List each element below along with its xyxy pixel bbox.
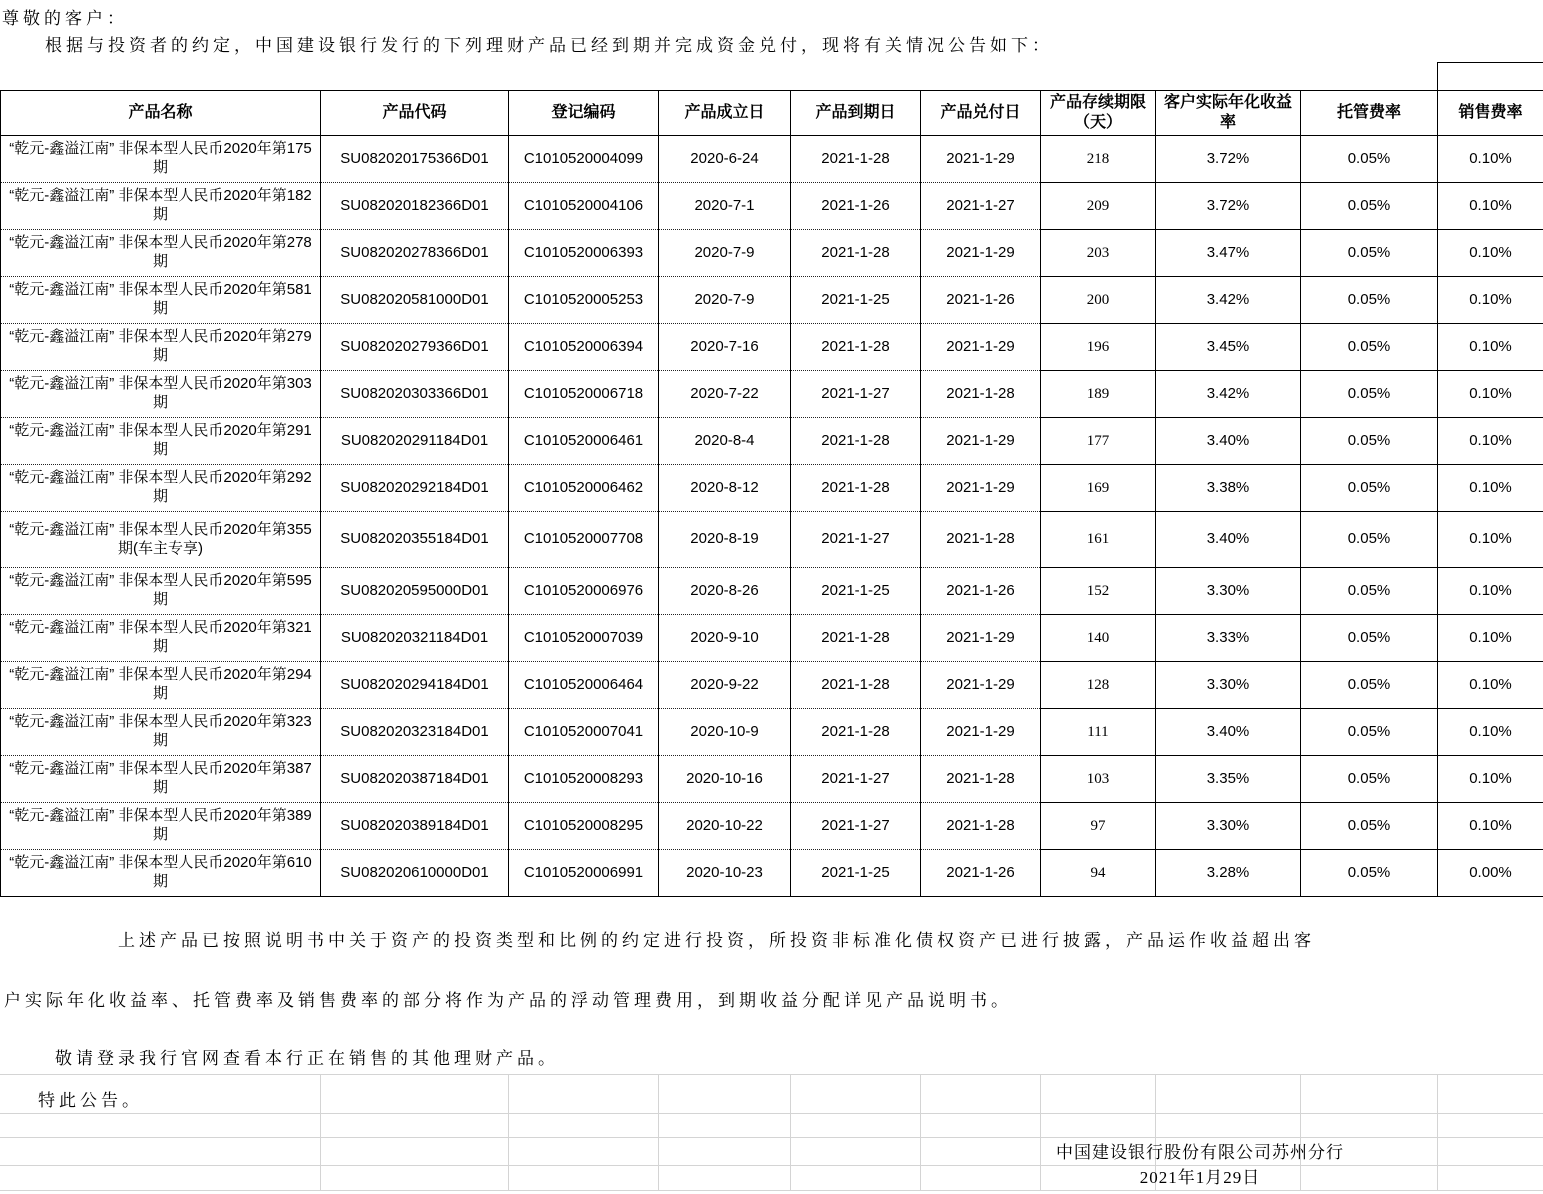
cell-establish-date: 2020-7-22 <box>659 371 791 418</box>
cell-border-artifact-top <box>1437 62 1543 63</box>
cell-maturity-date: 2021-1-28 <box>791 324 921 371</box>
cell-product-code: SU082020387184D01 <box>321 756 509 803</box>
footer-closing: 特此公告。 <box>38 1091 143 1110</box>
products-table <box>0 90 1543 897</box>
cell-custody-fee: 0.05% <box>1301 324 1438 371</box>
table-row <box>1 371 1543 418</box>
cell-registration-code: C1010520006718 <box>509 371 659 418</box>
cell-registration-code: C1010520004106 <box>509 183 659 230</box>
cell-product-name: “乾元-鑫溢江南” 非保本型人民币2020年第581期 <box>1 277 321 324</box>
cell-payment-date: 2021-1-26 <box>921 277 1041 324</box>
cell-establish-date: 2020-10-23 <box>659 850 791 897</box>
signature-date: 2021年1月29日 <box>1139 1168 1261 1187</box>
cell-establish-date: 2020-8-4 <box>659 418 791 465</box>
cell-establish-date: 2020-8-26 <box>659 568 791 615</box>
cell-duration-days: 94 <box>1041 850 1156 897</box>
cell-sales-fee: 0.10% <box>1438 418 1543 465</box>
cell-duration-days: 196 <box>1041 324 1156 371</box>
footer-note: 敬请登录我行官网查看本行正在销售的其他理财产品。 <box>55 1049 559 1068</box>
cell-annualized-return: 3.40% <box>1156 512 1301 568</box>
cell-custody-fee: 0.05% <box>1301 230 1438 277</box>
cell-maturity-date: 2021-1-25 <box>791 850 921 897</box>
cell-establish-date: 2020-10-22 <box>659 803 791 850</box>
cell-duration-days: 111 <box>1041 709 1156 756</box>
col-header-sales-fee: 销售费率 <box>1438 91 1543 136</box>
table-row <box>1 662 1543 709</box>
cell-product-code: SU082020595000D01 <box>321 568 509 615</box>
cell-annualized-return: 3.47% <box>1156 230 1301 277</box>
salutation: 尊敬的客户： <box>2 9 128 28</box>
cell-annualized-return: 3.40% <box>1156 709 1301 756</box>
cell-duration-days: 177 <box>1041 418 1156 465</box>
cell-establish-date: 2020-7-16 <box>659 324 791 371</box>
cell-maturity-date: 2021-1-27 <box>791 803 921 850</box>
cell-product-name: “乾元-鑫溢江南” 非保本型人民币2020年第389期 <box>1 803 321 850</box>
cell-establish-date: 2020-7-9 <box>659 277 791 324</box>
sheet-gridline <box>658 1074 659 1190</box>
cell-annualized-return: 3.42% <box>1156 277 1301 324</box>
cell-sales-fee: 0.10% <box>1438 230 1543 277</box>
cell-payment-date: 2021-1-28 <box>921 803 1041 850</box>
cell-establish-date: 2020-9-22 <box>659 662 791 709</box>
cell-product-name: “乾元-鑫溢江南” 非保本型人民币2020年第175期 <box>1 136 321 183</box>
cell-custody-fee: 0.05% <box>1301 136 1438 183</box>
signature-company: 中国建设银行股份有限公司苏州分行 <box>1056 1143 1344 1162</box>
cell-border-artifact-side <box>1437 62 1438 90</box>
cell-duration-days: 128 <box>1041 662 1156 709</box>
col-header-custody-fee: 托管费率 <box>1301 91 1438 136</box>
cell-registration-code: C1010520007039 <box>509 615 659 662</box>
intro-text: 根据与投资者的约定，中国建设银行发行的下列理财产品已经到期并完成资金兑付，现将有关情况公告如下： <box>45 36 1053 55</box>
table-row <box>1 230 1543 277</box>
cell-product-name: “乾元-鑫溢江南” 非保本型人民币2020年第595期 <box>1 568 321 615</box>
cell-product-code: SU082020182366D01 <box>321 183 509 230</box>
cell-maturity-date: 2021-1-25 <box>791 568 921 615</box>
cell-product-code: SU082020323184D01 <box>321 709 509 756</box>
cell-establish-date: 2020-10-9 <box>659 709 791 756</box>
cell-payment-date: 2021-1-27 <box>921 183 1041 230</box>
col-header-registration-code: 登记编码 <box>509 91 659 136</box>
cell-sales-fee: 0.10% <box>1438 465 1543 512</box>
cell-custody-fee: 0.05% <box>1301 568 1438 615</box>
cell-product-code: SU082020321184D01 <box>321 615 509 662</box>
table-row <box>1 615 1543 662</box>
cell-payment-date: 2021-1-29 <box>921 418 1041 465</box>
cell-sales-fee: 0.10% <box>1438 512 1543 568</box>
cell-maturity-date: 2021-1-28 <box>791 136 921 183</box>
cell-establish-date: 2020-7-1 <box>659 183 791 230</box>
table-row <box>1 850 1543 897</box>
cell-maturity-date: 2021-1-26 <box>791 183 921 230</box>
cell-establish-date: 2020-9-10 <box>659 615 791 662</box>
table-row <box>1 136 1543 183</box>
cell-registration-code: C1010520007041 <box>509 709 659 756</box>
cell-annualized-return: 3.30% <box>1156 803 1301 850</box>
cell-establish-date: 2020-7-9 <box>659 230 791 277</box>
signature-block <box>900 1140 1500 1190</box>
cell-annualized-return: 3.40% <box>1156 418 1301 465</box>
sheet-gridline <box>320 1074 321 1190</box>
cell-sales-fee: 0.10% <box>1438 324 1543 371</box>
cell-duration-days: 140 <box>1041 615 1156 662</box>
cell-product-name: “乾元-鑫溢江南” 非保本型人民币2020年第321期 <box>1 615 321 662</box>
cell-custody-fee: 0.05% <box>1301 662 1438 709</box>
col-header-establish-date: 产品成立日 <box>659 91 791 136</box>
cell-product-name: “乾元-鑫溢江南” 非保本型人民币2020年第323期 <box>1 709 321 756</box>
table-row <box>1 756 1543 803</box>
cell-product-code: SU082020294184D01 <box>321 662 509 709</box>
cell-payment-date: 2021-1-29 <box>921 709 1041 756</box>
cell-product-name: “乾元-鑫溢江南” 非保本型人民币2020年第278期 <box>1 230 321 277</box>
cell-maturity-date: 2021-1-27 <box>791 756 921 803</box>
sheet-gridline <box>790 1074 791 1190</box>
cell-duration-days: 189 <box>1041 371 1156 418</box>
cell-sales-fee: 0.10% <box>1438 803 1543 850</box>
cell-duration-days: 209 <box>1041 183 1156 230</box>
cell-annualized-return: 3.33% <box>1156 615 1301 662</box>
cell-product-code: SU082020175366D01 <box>321 136 509 183</box>
cell-payment-date: 2021-1-29 <box>921 465 1041 512</box>
table-row <box>1 324 1543 371</box>
cell-payment-date: 2021-1-29 <box>921 324 1041 371</box>
cell-product-code: SU082020279366D01 <box>321 324 509 371</box>
sheet-gridline <box>0 1074 1543 1075</box>
cell-sales-fee: 0.10% <box>1438 183 1543 230</box>
cell-registration-code: C1010520008293 <box>509 756 659 803</box>
table-row <box>1 512 1543 568</box>
cell-product-code: SU082020292184D01 <box>321 465 509 512</box>
cell-custody-fee: 0.05% <box>1301 803 1438 850</box>
cell-payment-date: 2021-1-28 <box>921 371 1041 418</box>
table-row <box>1 277 1543 324</box>
col-header-annualized-return: 客户实际年化收益率 <box>1156 91 1301 136</box>
cell-product-name: “乾元-鑫溢江南” 非保本型人民币2020年第610期 <box>1 850 321 897</box>
cell-product-code: SU082020389184D01 <box>321 803 509 850</box>
col-header-product-code: 产品代码 <box>321 91 509 136</box>
cell-maturity-date: 2021-1-28 <box>791 662 921 709</box>
cell-establish-date: 2020-6-24 <box>659 136 791 183</box>
cell-product-code: SU082020355184D01 <box>321 512 509 568</box>
table-row <box>1 709 1543 756</box>
cell-product-name: “乾元-鑫溢江南” 非保本型人民币2020年第292期 <box>1 465 321 512</box>
cell-duration-days: 200 <box>1041 277 1156 324</box>
cell-sales-fee: 0.10% <box>1438 277 1543 324</box>
cell-product-name: “乾元-鑫溢江南” 非保本型人民币2020年第291期 <box>1 418 321 465</box>
cell-establish-date: 2020-8-12 <box>659 465 791 512</box>
col-header-payment-date: 产品兑付日 <box>921 91 1041 136</box>
cell-annualized-return: 3.42% <box>1156 371 1301 418</box>
cell-custody-fee: 0.05% <box>1301 512 1438 568</box>
cell-maturity-date: 2021-1-28 <box>791 230 921 277</box>
cell-registration-code: C1010520008295 <box>509 803 659 850</box>
cell-registration-code: C1010520006464 <box>509 662 659 709</box>
cell-product-name: “乾元-鑫溢江南” 非保本型人民币2020年第182期 <box>1 183 321 230</box>
cell-duration-days: 203 <box>1041 230 1156 277</box>
cell-establish-date: 2020-8-19 <box>659 512 791 568</box>
cell-registration-code: C1010520006461 <box>509 418 659 465</box>
cell-payment-date: 2021-1-29 <box>921 136 1041 183</box>
cell-payment-date: 2021-1-26 <box>921 850 1041 897</box>
cell-custody-fee: 0.05% <box>1301 709 1438 756</box>
cell-maturity-date: 2021-1-27 <box>791 512 921 568</box>
cell-registration-code: C1010520006991 <box>509 850 659 897</box>
cell-custody-fee: 0.05% <box>1301 615 1438 662</box>
cell-sales-fee: 0.00% <box>1438 850 1543 897</box>
cell-annualized-return: 3.30% <box>1156 568 1301 615</box>
cell-registration-code: C1010520006394 <box>509 324 659 371</box>
cell-payment-date: 2021-1-29 <box>921 662 1041 709</box>
cell-annualized-return: 3.30% <box>1156 662 1301 709</box>
col-header-product-name: 产品名称 <box>1 91 321 136</box>
cell-establish-date: 2020-10-16 <box>659 756 791 803</box>
table-row <box>1 803 1543 850</box>
sheet-gridline <box>0 1113 1543 1114</box>
cell-annualized-return: 3.45% <box>1156 324 1301 371</box>
cell-custody-fee: 0.05% <box>1301 418 1438 465</box>
cell-sales-fee: 0.10% <box>1438 568 1543 615</box>
footer-paragraph-line2: 户实际年化收益率、托管费率及销售费率的部分将作为产品的浮动管理费用，到期收益分配详见产品说明书。 <box>4 991 1012 1010</box>
cell-maturity-date: 2021-1-28 <box>791 709 921 756</box>
cell-maturity-date: 2021-1-25 <box>791 277 921 324</box>
cell-registration-code: C1010520006462 <box>509 465 659 512</box>
cell-duration-days: 218 <box>1041 136 1156 183</box>
cell-payment-date: 2021-1-29 <box>921 230 1041 277</box>
cell-custody-fee: 0.05% <box>1301 277 1438 324</box>
cell-maturity-date: 2021-1-28 <box>791 418 921 465</box>
cell-custody-fee: 0.05% <box>1301 756 1438 803</box>
cell-registration-code: C1010520005253 <box>509 277 659 324</box>
cell-sales-fee: 0.10% <box>1438 136 1543 183</box>
cell-registration-code: C1010520006393 <box>509 230 659 277</box>
cell-product-name: “乾元-鑫溢江南” 非保本型人民币2020年第294期 <box>1 662 321 709</box>
cell-payment-date: 2021-1-29 <box>921 615 1041 662</box>
sheet-gridline <box>508 1074 509 1190</box>
cell-annualized-return: 3.35% <box>1156 756 1301 803</box>
col-header-duration-days: 产品存续期限（天） <box>1041 91 1156 136</box>
cell-payment-date: 2021-1-28 <box>921 512 1041 568</box>
footer-paragraph-line1: 上述产品已按照说明书中关于资产的投资类型和比例的约定进行投资，所投资非标准化债权资产已进行披露，产品运作收益超出客 <box>118 931 1315 950</box>
cell-sales-fee: 0.10% <box>1438 615 1543 662</box>
cell-product-name: “乾元-鑫溢江南” 非保本型人民币2020年第303期 <box>1 371 321 418</box>
cell-payment-date: 2021-1-26 <box>921 568 1041 615</box>
cell-duration-days: 97 <box>1041 803 1156 850</box>
table-row <box>1 418 1543 465</box>
cell-duration-days: 103 <box>1041 756 1156 803</box>
cell-registration-code: C1010520007708 <box>509 512 659 568</box>
sheet-gridline <box>0 1190 1543 1191</box>
table-row <box>1 568 1543 615</box>
cell-annualized-return: 3.72% <box>1156 183 1301 230</box>
cell-maturity-date: 2021-1-28 <box>791 615 921 662</box>
cell-product-name: “乾元-鑫溢江南” 非保本型人民币2020年第387期 <box>1 756 321 803</box>
cell-payment-date: 2021-1-28 <box>921 756 1041 803</box>
cell-duration-days: 152 <box>1041 568 1156 615</box>
cell-annualized-return: 3.38% <box>1156 465 1301 512</box>
cell-duration-days: 161 <box>1041 512 1156 568</box>
cell-custody-fee: 0.05% <box>1301 850 1438 897</box>
cell-duration-days: 169 <box>1041 465 1156 512</box>
cell-product-name: “乾元-鑫溢江南” 非保本型人民币2020年第279期 <box>1 324 321 371</box>
cell-custody-fee: 0.05% <box>1301 465 1438 512</box>
cell-maturity-date: 2021-1-27 <box>791 371 921 418</box>
col-header-maturity-date: 产品到期日 <box>791 91 921 136</box>
cell-custody-fee: 0.05% <box>1301 371 1438 418</box>
cell-maturity-date: 2021-1-28 <box>791 465 921 512</box>
table-row <box>1 183 1543 230</box>
table-header-row <box>1 91 1543 136</box>
cell-sales-fee: 0.10% <box>1438 662 1543 709</box>
cell-sales-fee: 0.10% <box>1438 371 1543 418</box>
cell-annualized-return: 3.28% <box>1156 850 1301 897</box>
cell-registration-code: C1010520006976 <box>509 568 659 615</box>
cell-custody-fee: 0.05% <box>1301 183 1438 230</box>
cell-product-code: SU082020291184D01 <box>321 418 509 465</box>
table-row <box>1 465 1543 512</box>
cell-product-code: SU082020610000D01 <box>321 850 509 897</box>
sheet-gridline <box>0 1137 1543 1138</box>
cell-sales-fee: 0.10% <box>1438 709 1543 756</box>
cell-product-code: SU082020278366D01 <box>321 230 509 277</box>
cell-product-name: “乾元-鑫溢江南” 非保本型人民币2020年第355期(车主专享) <box>1 512 321 568</box>
cell-annualized-return: 3.72% <box>1156 136 1301 183</box>
cell-product-code: SU082020581000D01 <box>321 277 509 324</box>
cell-registration-code: C1010520004099 <box>509 136 659 183</box>
cell-product-code: SU082020303366D01 <box>321 371 509 418</box>
cell-sales-fee: 0.10% <box>1438 756 1543 803</box>
